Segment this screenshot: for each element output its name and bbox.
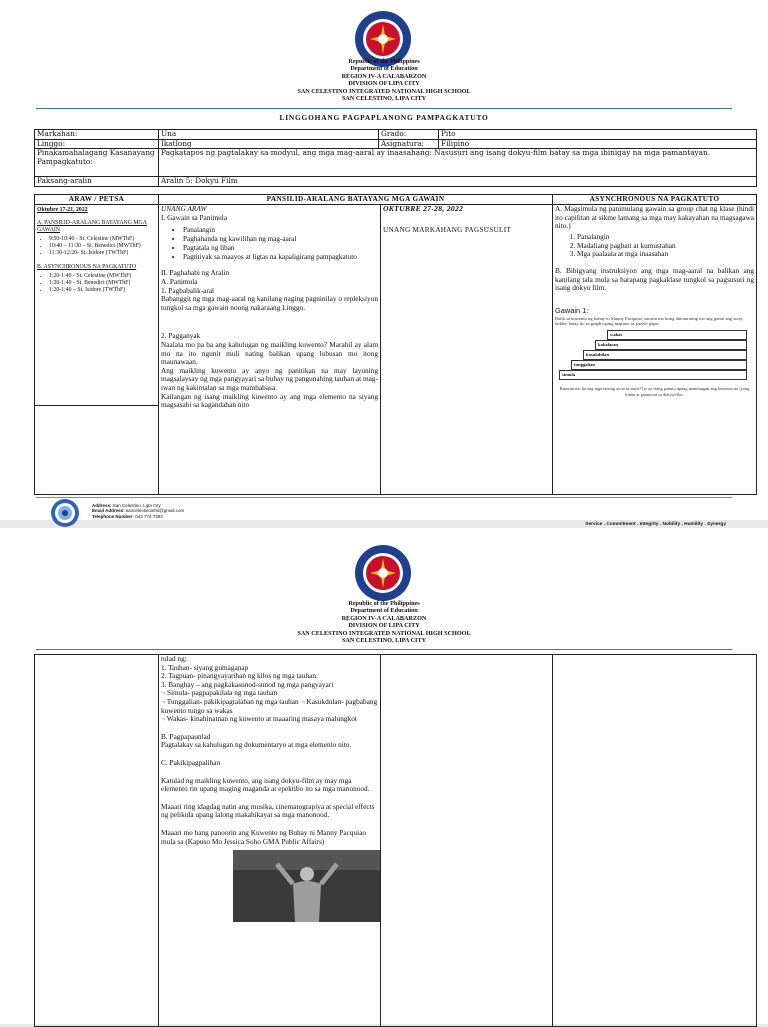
element-item: 3. Banghay – ang pagkakasunod-sunod ng mga pangyayari	[161, 679, 334, 689]
asignatura-label: Asignatura:	[379, 139, 439, 149]
ganyak-heading: 2. Pagganyak	[161, 331, 201, 341]
part-item: ¬ Simula- pagpapakilala ng mga tauhan	[161, 688, 278, 698]
letterhead-line: REGION IV-A CALABARZON	[341, 72, 427, 80]
letterhead-line: SAN CELESTINO, LIPA CITY	[341, 95, 427, 103]
schedule-item: • 1:20-1:40 – St. Isidore (TWThF)	[49, 287, 156, 294]
email-value: sancelestinoinhs@gmail.com	[125, 508, 185, 514]
panimula-heading: A. Panimula	[161, 276, 198, 286]
exam-cell	[381, 205, 553, 495]
ladder-caption: Batayan mo ba ang mga tanong ayon sa anyo? Ito ay isang panuto upang matulungan ang kuwento na iyong kinita at pinanood sa dokyu-film.	[559, 386, 750, 397]
letterhead-line: Department of Education	[350, 607, 418, 615]
linggo-label: Linggo:	[35, 139, 159, 149]
ganyak-text: Kailangan ng isang maikling kuwento ay ang mga elemento na siyang magsasabi sa kagandahan nito	[161, 391, 378, 410]
paragraph: Maaari mo bang panoorin ang Kuwento ng Buhay ni Manny Pacquiao mula sa (Kapuso Mo Jessica Soho GMA Public Affairs)	[161, 827, 367, 846]
paragraph: Katulad ng maikling kuwento, ang isang dokyu-film ay may mga elemento rin upang maging maganda at epektibo ito sa mga manonood.	[161, 775, 370, 794]
letterhead	[0, 600, 768, 644]
bullet-item: • Pagtatala ng liban	[183, 244, 378, 253]
schedule-item: • 1:20-1:40 - St. Benedict (MWThF)	[49, 280, 156, 287]
footer-divider	[36, 497, 732, 498]
paragraph: Maaari ring idagdag natin ang musika, cinematograpiya at special effects ng pelikula upang lalong makahikayat sa mga manonood.	[161, 801, 375, 820]
phone-label: Telephone Number:	[92, 513, 134, 519]
markahan-value: Una	[159, 130, 379, 140]
letterhead-line: Department of Education	[350, 65, 418, 73]
araw-header: ARAW / PETSA	[35, 195, 159, 205]
school-logo-icon	[48, 498, 82, 528]
schedule-item: • 1:20-1:40 - St. Celestine (MWThF)	[49, 273, 156, 280]
schedule-item: • 10:40 – 11:30 – St. Benedict (MWThF)	[49, 243, 156, 250]
part-item: ¬ Tunggalian- pakikipagtalaban ng mga tauhan ¬ Kasukdulan- pagbabang kuwento tungo sa wakas	[161, 696, 378, 715]
plan-table-continued	[34, 654, 757, 1027]
competency-value: Pagkatapos ng pagtalakay sa modyul, ang mga mag-aaral ay inaasahang: Nasusuri ang isang dokyu-film batay sa mga ibinigay na mga pamantayan.	[159, 149, 757, 177]
balik-text: Babanggit ng mga mag-aaral ng kanilang naging pagninilay o repleksiyon tungkol sa mga gawain noong nakaraang Linggo.	[161, 294, 378, 312]
async-cell-continued	[553, 655, 757, 1027]
balik-heading: 1. Pagbabalik-aral	[161, 285, 215, 295]
ladder-step: kasukdulan	[583, 350, 747, 360]
phone-value: 043 774 7393	[135, 513, 163, 519]
email-label: Email Address:	[92, 508, 125, 514]
footer-address-block	[92, 503, 184, 519]
linggo-value: Ikatlong	[159, 139, 379, 149]
part-item: ¬ Wakas- kinahinatnan ng kuwento at maaaring masaya malungkot	[161, 714, 357, 724]
schedule-cell	[35, 205, 159, 495]
day1-cell-continued	[159, 655, 381, 1027]
letterhead-line: DIVISION OF LIPA CITY	[348, 80, 420, 88]
gawain1-text: Balik sa kuwento ng buhay ni Manny Pacquiao, suuriin mo kung dinomrating mo ang gamit ang story ladder, batay ito sa graph upang mapuno sa puzzle paper.	[555, 315, 743, 326]
ganyak-text: Ang maikling kuwento ay anyo ng panitikan na may layuning magsalaysay ng mga pangyayari sa buhay ng pangunahing tauhan at mag-iwan ng kakintalan sa mga mambabasa.	[161, 365, 378, 392]
letterhead-line: REGION IV-A CALABARZON	[341, 614, 427, 622]
paghahabi-heading: II. Paghahabi ng Aralin	[161, 268, 230, 278]
schedule-item: • 11:30-12:20- St. Isidore (TWThF)	[49, 250, 156, 257]
bullet-item: • Pagtitiyak sa maayos at ligtas na kapaligirang pampagkatuto	[183, 253, 378, 262]
address-value: San Celestino, Lipa City	[112, 503, 161, 508]
manny-pacquiao-photo	[233, 850, 381, 922]
exam-title: UNANG MARKAHANG PAGSUSULIT	[383, 225, 512, 234]
gawain-heading: I. Gawain sa Panimula	[161, 212, 228, 222]
bullet-item: • Paghahanda ng kawilihan ng mag-aaral	[183, 235, 378, 244]
ganyak-text: Naalala mo pa ba ang kahulugan ng maikling kuwento? Marahil ay alam mo na ito ngunit muli nating balikan upang lubusan mo itong maunawaan.	[161, 339, 378, 367]
letterhead-line: Republic of the Philippines	[348, 600, 420, 607]
letterhead-line: Republic of the Philippines	[348, 58, 420, 65]
week-date: Oktubre 17-21, 2022	[37, 207, 88, 213]
footer-motto: Service . Commitment . Integrity . Nobility . Humility . Synergy	[585, 522, 726, 527]
ladder-step: simula	[559, 370, 747, 380]
async-list-item: 1. Panalangin	[577, 233, 754, 242]
element-item: 2. Tagpuan- pinangyayarihan ng kilos ng mga tauhan.	[161, 671, 318, 681]
page-2	[0, 528, 768, 1024]
photo-figure-icon	[233, 850, 381, 922]
async-cell	[553, 205, 757, 495]
async-header: ASYNCHRONOUS NA PAGKATUTO	[553, 195, 757, 205]
paksa-label: Paksang-aralin	[35, 177, 159, 187]
paksa-value: Aralin 5: Dokyu Film	[159, 177, 757, 187]
schedule-cell	[35, 655, 159, 1027]
pansilid-header: PANSILID-ARALANG BATAYANG MGA GAWAIN	[159, 195, 553, 205]
letterhead-line: SAN CELESTINO INTEGRATED NATIONAL HIGH SCHOOL	[297, 87, 471, 95]
pakikipag-heading: C. Pakikipagpalihan	[161, 757, 221, 767]
grado-value: Pito	[439, 130, 757, 140]
pagpapaunlad-text: Pagtalakay sa kahulugan ng dokumentaryo at mga elemento nito.	[161, 740, 352, 750]
async-list-item: 2. Madaliang pagbati at kumustahan	[577, 242, 754, 251]
ladder-step: tunggalian	[571, 360, 747, 370]
schedule-b-title: B. ASYNCHRONOUS NA PAGKATUTO	[37, 264, 137, 271]
letterhead	[0, 58, 768, 102]
document-title: LINGGOHANG PAGPAPLANONG PAMPAGKATUTO	[279, 113, 489, 122]
schedule-a-title: A. PANSILID-ARALANG BATAYANG MGA GAWAIN	[37, 220, 147, 233]
letterhead-line: SAN CELESTINO, LIPA CITY	[341, 637, 427, 645]
ladder-step: wakas	[607, 330, 747, 340]
ladder-step: kakalasan	[595, 340, 747, 350]
competency-label: Pinakamahalagang Kasanayang Pampagkatuto:	[35, 149, 159, 177]
async-b-text: B. Bibigyang instruksiyon ang mga mag-aaral na balikan ang kanilang tala mula sa harapang pagkaklase tungkol sa pagsusuri ng isang dokyu film.	[555, 266, 755, 293]
gawain1-heading: Gawain 1:	[555, 305, 589, 315]
story-ladder	[559, 330, 754, 382]
info-table	[34, 129, 757, 187]
async-a-text: A. Magsimula ng panimulang gawain sa group chat ng klase (hindi ito capilitan at sikme lamang sa mga may kakayahan na magsagawa nito.)	[555, 204, 755, 231]
markahan-label: Markahan:	[35, 130, 159, 140]
letterhead-line: SAN CELESTINO INTEGRATED NATIONAL HIGH SCHOOL	[297, 629, 471, 637]
address-label: Address:	[92, 503, 112, 508]
schedule-item: • 9:50-10:40 - St. Celestine (MWThF)	[49, 236, 156, 243]
plan-table	[34, 194, 757, 495]
async-list-item: 3. Mga paalaala at mga inaasahan	[577, 250, 754, 259]
element-item: 1. Tauhan- siyang gumaganap	[161, 662, 249, 672]
exam-date: OKTUBRE 27-28, 2022	[383, 204, 464, 213]
asignatura-value: Filipino	[439, 139, 757, 149]
exam-cell-continued	[381, 655, 553, 1027]
grado-label: Grado:	[379, 130, 439, 140]
day-label: UNANG ARAW	[161, 204, 207, 213]
day1-cell	[159, 205, 381, 495]
intro-text: tulad ng:	[161, 654, 187, 663]
letterhead-line: DIVISION OF LIPA CITY	[348, 622, 420, 630]
header-divider	[36, 649, 732, 650]
header-divider	[36, 108, 732, 109]
deped-seal-icon	[354, 544, 412, 602]
bullet-item: • Panalangin	[183, 226, 378, 235]
pagpapaunlad-heading: B. Pagpapaunlad	[161, 731, 211, 741]
